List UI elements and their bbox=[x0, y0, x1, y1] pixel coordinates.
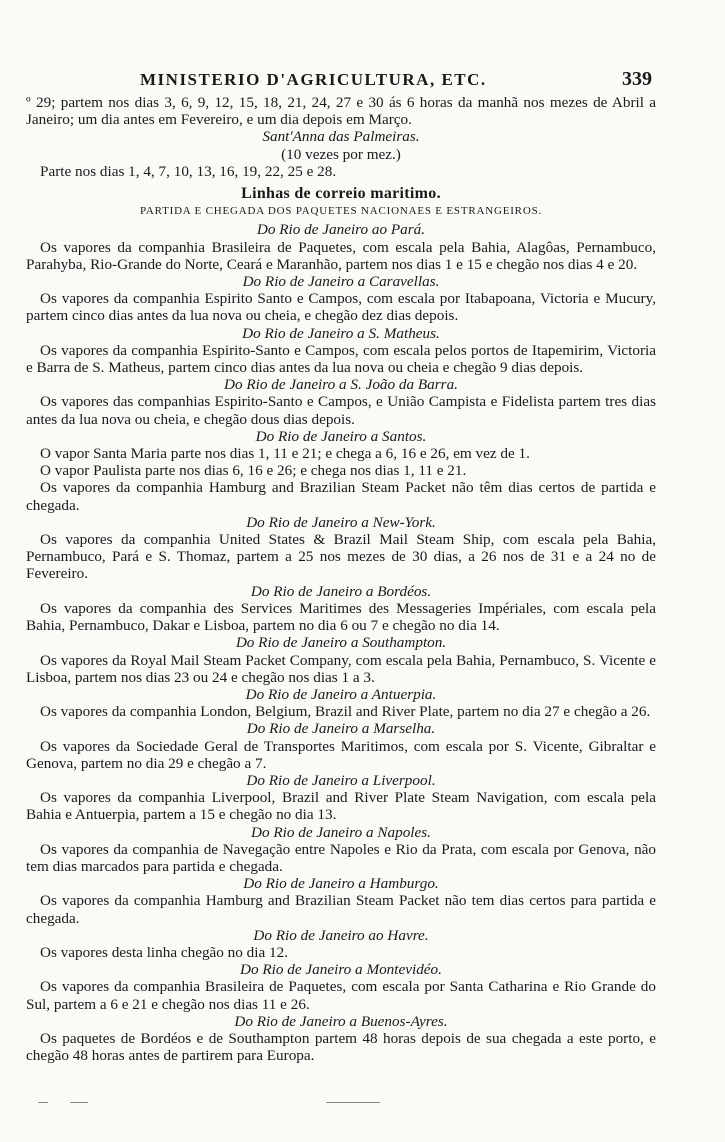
route-heading: Do Rio de Janeiro a Caravellas. bbox=[242, 273, 440, 291]
section-subtitle: PARTIDA E CHEGADA DOS PAQUETES NACIONAES E ESTRANGEIROS. bbox=[139, 205, 543, 218]
route-paragraph: Os vapores da companhia Liverpool, Brazil and River Plate Steam Navigation, com escala pela Bahia e Antuerpia, partem a 15 e chegão no dia 13. bbox=[26, 789, 656, 824]
route-heading: Do Rio de Janeiro ao Pará. bbox=[256, 221, 426, 239]
route-paragraph: Os vapores da Royal Mail Steam Packet Company, com escala pela Bahia, Pernambuco, S. Vicente e Lisboa, partem nos dias 23 ou 24 e chegão nos dias 1 a 3. bbox=[26, 651, 656, 686]
route-paragraph: O vapor Santa Maria parte nos dias 1, 11 e 21; e chega a 6, 16 e 26, em vez de 1. bbox=[40, 445, 530, 463]
route-paragraph: Os vapores das companhias Espirito-Santo e Campos, e União Campista e Fidelista partem tres dias antes da lua nova ou cheia, e chegão dous dias depois. bbox=[26, 393, 656, 428]
route-heading: Do Rio de Janeiro a Bordéos. bbox=[250, 582, 432, 600]
page-number: 339 bbox=[622, 68, 652, 90]
route-paragraph: Os vapores da companhia des Services Maritimes des Messageries Impériales, com escala pela Bahia, Pernambuco, Dakar e Lisboa, partem no dia 6 ou 7 e chegão no dia 14. bbox=[26, 599, 656, 635]
route-paragraph: Os vapores da companhia Brasileira de Paquetes, com escala por Santa Catharina e Rio Grande do Sul, partem a 6 e 21 e chegão nos dias 11 e 26. bbox=[26, 978, 656, 1013]
frequency-note: (10 vezes por mez.) bbox=[281, 145, 401, 163]
route-heading: Do Rio de Janeiro a New-York. bbox=[246, 513, 436, 531]
running-header bbox=[0, 66, 725, 94]
route-paragraph: Os vapores da companhia Brasileira de Paquetes, com escala pela Bahia, Alagôas, Pernambuco, Parahyba, Rio-Grande do Norte, Ceará e Maranhão, partem nos dias 1 e 15 e chegão nos dias 4 e 20. bbox=[26, 238, 656, 273]
route-paragraph: Os vapores da companhia London, Belgium, Brazil and River Plate, partem no dia 27 e chegão a 26. bbox=[40, 703, 651, 721]
route-paragraph: Os vapores da companhia United States & Brazil Mail Steam Ship, com escala pela Bahia, Pernambuco, Pará e S. Thomaz, partem a 25 nos mezes de 30 dias, a 26 nos de 31 e a 24 no de Fevereiro. bbox=[26, 531, 656, 583]
route-heading: Do Rio de Janeiro ao Havre. bbox=[253, 926, 429, 944]
route-paragraph: Os vapores da companhia Hamburg and Brazilian Steam Packet não tem dias certos para partida e chegada. bbox=[26, 892, 656, 927]
route-heading: Do Rio de Janeiro a Antuerpia. bbox=[245, 685, 437, 703]
route-paragraph: Os vapores da companhia Hamburg and Brazilian Steam Packet não têm dias certos de partida e chegada. bbox=[26, 479, 656, 514]
route-heading: Do Rio de Janeiro a Hamburgo. bbox=[243, 875, 439, 893]
route-paragraph: O vapor Paulista parte nos dias 6, 16 e 26; e chega nos dias 1, 11 e 21. bbox=[40, 462, 467, 480]
route-paragraph: Os vapores da companhia Espirito Santo e Campos, com escala por Itabapoana, Victoria e Mucury, partem cinco dias antes da lua nova ou cheia, e chegão dez dias depois. bbox=[26, 290, 656, 325]
route-heading: Do Rio de Janeiro a Liverpool. bbox=[246, 771, 436, 789]
footer-rule bbox=[30, 1100, 450, 1106]
route-paragraph: Os vapores da companhia de Navegação entre Napoles e Rio da Prata, com escala por Genova, não tem dias marcados para partida e chegada. bbox=[26, 840, 656, 875]
route-heading: Do Rio de Janeiro a S. Matheus. bbox=[242, 324, 440, 342]
departures-paragraph: Parte nos dias 1, 4, 7, 10, 13, 16, 19, 22, 25 e 28. bbox=[40, 162, 337, 180]
section-title: Linhas de correio maritimo. bbox=[241, 185, 441, 203]
route-heading: Do Rio de Janeiro a Santos. bbox=[255, 427, 427, 445]
route-paragraph: Os vapores desta linha chegão no dia 12. bbox=[40, 943, 288, 961]
route-paragraph: Os paquetes de Bordéos e de Southampton partem 48 horas depois de sua chegada a este porto, e chegão 48 horas antes de partirem para Europa. bbox=[26, 1029, 656, 1065]
route-paragraph: Os vapores da companhia Espirito-Santo e Campos, com escala pelos portos de Itapemirim, Victoria e Barra de S. Matheus, partem cinco dias antes da lua nova ou cheia e chegão 9 dias depois. bbox=[26, 341, 656, 377]
route-heading: Do Rio de Janeiro a Buenos-Ayres. bbox=[234, 1012, 448, 1030]
route-heading: Do Rio de Janeiro a Montevidéo. bbox=[240, 961, 442, 979]
route-heading: Do Rio de Janeiro a S. João da Barra. bbox=[224, 376, 458, 394]
route-paragraph: Os vapores da Sociedade Geral de Transportes Maritimos, com escala por S. Vicente, Gibraltar e Genova, partem no dia 29 e chegão a 7. bbox=[26, 737, 656, 772]
intro-paragraph: º 29; partem nos dias 3, 6, 9, 12, 15, 18, 21, 24, 27 e 30 ás 6 horas da manhã nos mezes de Abril a Janeiro; um dia antes em Fevereiro, e um dia depois em Março. bbox=[26, 94, 656, 129]
place-heading: Sant'Anna das Palmeiras. bbox=[262, 128, 420, 146]
header-title: MINISTERIO D'AGRICULTURA, ETC. bbox=[140, 70, 487, 89]
route-heading: Do Rio de Janeiro a Napoles. bbox=[251, 823, 431, 841]
route-heading: Do Rio de Janeiro a Southampton. bbox=[235, 634, 447, 652]
page-body bbox=[26, 94, 656, 1064]
route-heading: Do Rio de Janeiro a Marselha. bbox=[246, 720, 436, 738]
